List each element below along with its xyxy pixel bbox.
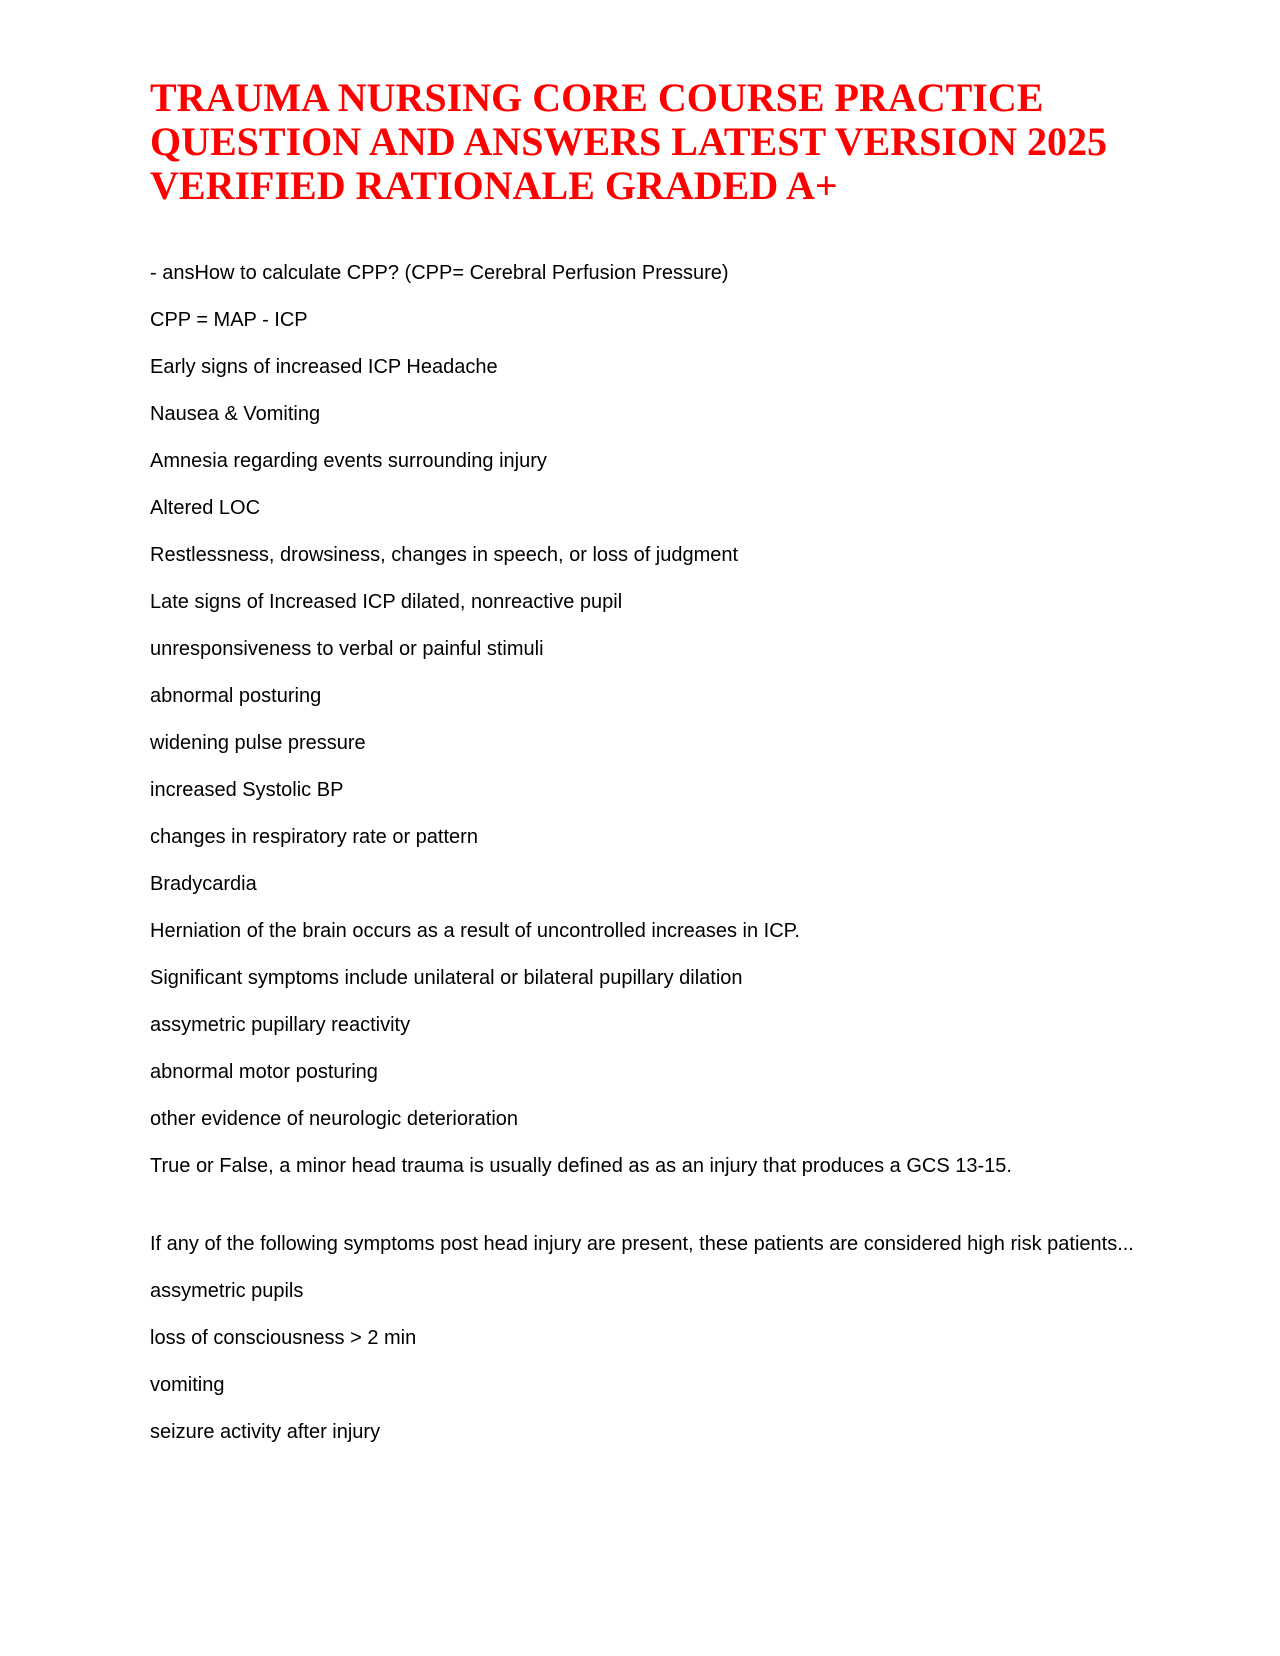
text-line: seizure activity after injury [150,1421,381,1443]
text-line: changes in respiratory rate or pattern [150,826,478,848]
text-line: Bradycardia [150,873,257,895]
text-line: increased Systolic BP [150,779,344,801]
text-line: Restlessness, drowsiness, changes in speech, or loss of judgment [150,544,739,566]
text-line: assymetric pupils [150,1280,304,1302]
text-line: Nausea & Vomiting [150,403,321,425]
text-line: loss of consciousness > 2 min [150,1327,417,1349]
text-line: other evidence of neurologic deterioration [150,1108,519,1130]
text-line-cpp-formula: CPP = MAP - ICP [150,309,308,331]
text-line: abnormal posturing [150,685,322,707]
text-line: Early signs of increased ICP Headache [150,356,498,378]
text-line-cpp-question: - ansHow to calculate CPP? (CPP= Cerebral Perfusion Pressure) [150,262,729,284]
text-line: Late signs of Increased ICP dilated, nonreactive pupil [150,591,623,613]
document-body [150,258,1160,1464]
text-line: vomiting [150,1374,225,1396]
text-line: assymetric pupillary reactivity [150,1014,411,1036]
text-line: Amnesia regarding events surrounding injury [150,450,547,472]
text-line-high-risk: If any of the following symptoms post head injury are present, these patients are considered high risk patients... [150,1233,1134,1255]
text-line-true-false: True or False, a minor head trauma is usually defined as as an injury that produces a GCS 13-15. [150,1155,1012,1177]
text-line: Herniation of the brain occurs as a result of uncontrolled increases in ICP. [150,920,800,942]
title-line-2: QUESTION AND ANSWERS LATEST VERSION 2025 [150,119,1107,164]
text-line: Significant symptoms include unilateral or bilateral pupillary dilation [150,967,743,989]
text-line: Altered LOC [150,497,261,519]
title-line-1: TRAUMA NURSING CORE COURSE PRACTICE [150,75,1044,120]
text-line: widening pulse pressure [150,732,366,754]
text-line: abnormal motor posturing [150,1061,378,1083]
document-title [150,76,1150,208]
text-line: unresponsiveness to verbal or painful stimuli [150,638,544,660]
title-line-3: VERIFIED RATIONALE GRADED A+ [150,163,838,208]
